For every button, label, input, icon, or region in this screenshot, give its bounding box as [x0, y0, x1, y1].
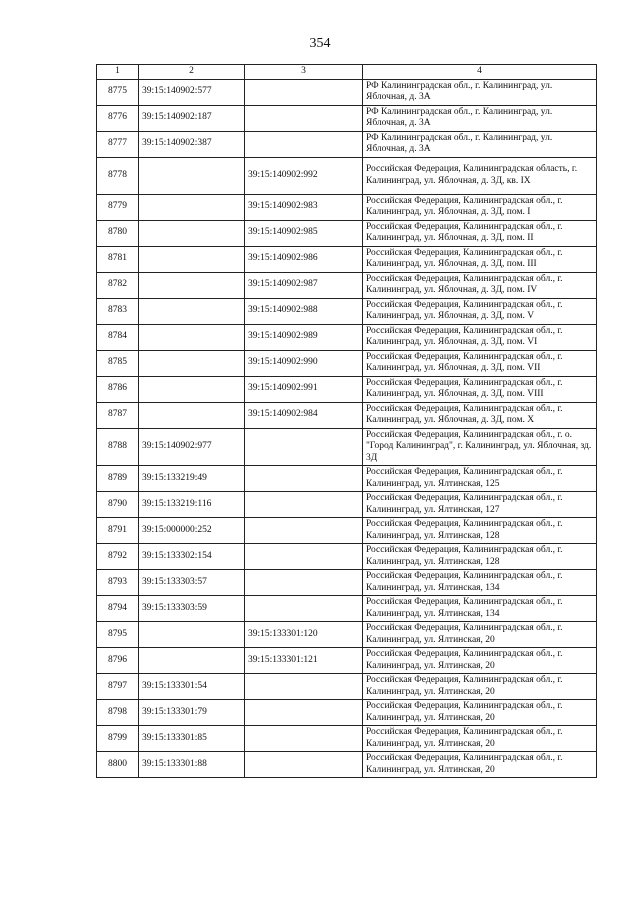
related-cadastral-number-cell [245, 544, 363, 570]
table-row [97, 272, 597, 298]
cadastral-number-cell [139, 298, 245, 324]
table-row [97, 466, 597, 492]
column-header-2: 2 [139, 65, 245, 80]
row-number-cell: 8775 [97, 79, 139, 105]
table-row [97, 220, 597, 246]
table-row [97, 131, 597, 157]
column-header-3: 3 [245, 65, 363, 80]
address-cell: РФ Калининградская обл., г. Калининград, ул. Яблочная, д. 3А [363, 79, 597, 105]
address-cell: РФ Калининградская обл., г. Калининград, ул. Яблочная, д. 3А [363, 105, 597, 131]
cadastral-number-cell: 39:15:133301:54 [139, 674, 245, 700]
related-cadastral-number-cell: 39:15:133301:121 [245, 648, 363, 674]
address-cell: Российская Федерация, Калининградская обл., г. Калининград, ул. Ялтинская, 20 [363, 674, 597, 700]
related-cadastral-number-cell: 39:15:140902:983 [245, 194, 363, 220]
address-cell: Российская Федерация, Калининградская обл., г. Калининград, ул. Ялтинская, 128 [363, 518, 597, 544]
table-row [97, 752, 597, 778]
cadastral-number-cell [139, 324, 245, 350]
cadastral-number-cell [139, 157, 245, 194]
cadastral-number-cell [139, 376, 245, 402]
related-cadastral-number-cell: 39:15:140902:987 [245, 272, 363, 298]
table-row [97, 376, 597, 402]
related-cadastral-number-cell [245, 466, 363, 492]
cadastral-number-cell [139, 194, 245, 220]
related-cadastral-number-cell [245, 79, 363, 105]
row-number-cell: 8786 [97, 376, 139, 402]
row-number-cell: 8797 [97, 674, 139, 700]
related-cadastral-number-cell: 39:15:133301:120 [245, 622, 363, 648]
cadastral-number-cell [139, 220, 245, 246]
cadastral-number-cell: 39:15:133301:79 [139, 700, 245, 726]
address-cell: Российская Федерация, Калининградская обл., г. Калининград, ул. Ялтинская, 20 [363, 726, 597, 752]
address-cell: Российская Федерация, Калининградская обл., г. Калининград, ул. Ялтинская, 20 [363, 622, 597, 648]
address-cell: Российская Федерация, Калининградская обл., г. Калининград, ул. Ялтинская, 125 [363, 466, 597, 492]
row-number-cell: 8800 [97, 752, 139, 778]
cadastral-number-cell: 39:15:133219:49 [139, 466, 245, 492]
address-cell: РФ Калининградская обл., г. Калининград, ул. Яблочная, д. 3А [363, 131, 597, 157]
row-number-cell: 8782 [97, 272, 139, 298]
table-row [97, 570, 597, 596]
table-row [97, 544, 597, 570]
row-number-cell: 8785 [97, 350, 139, 376]
address-cell: Российская Федерация, Калининградская обл., г. о. "Город Калининград", г. Калининград, ул. Яблочная, зд. 3Д [363, 428, 597, 466]
address-cell: Российская Федерация, Калининградская обл., г. Калининград, ул. Ялтинская, 128 [363, 544, 597, 570]
address-cell: Российская Федерация, Калининградская область, г. Калининград, ул. Яблочная, д. 3Д, кв. IX [363, 157, 597, 194]
address-cell: Российская Федерация, Калининградская обл., г. Калининград, ул. Яблочная, д. 3Д, пом. II [363, 220, 597, 246]
row-number-cell: 8788 [97, 428, 139, 466]
address-cell: Российская Федерация, Калининградская обл., г. Калининград, ул. Ялтинская, 20 [363, 752, 597, 778]
row-number-cell: 8776 [97, 105, 139, 131]
address-cell: Российская Федерация, Калининградская обл., г. Калининград, ул. Яблочная, д. 3Д, пом. VIII [363, 376, 597, 402]
table-row [97, 402, 597, 428]
address-cell: Российская Федерация, Калининградская обл., г. Калининград, ул. Ялтинская, 134 [363, 570, 597, 596]
registry-table [96, 64, 597, 778]
related-cadastral-number-cell [245, 570, 363, 596]
cadastral-number-cell: 39:15:000000:252 [139, 518, 245, 544]
row-number-cell: 8780 [97, 220, 139, 246]
table-row [97, 726, 597, 752]
related-cadastral-number-cell: 39:15:140902:986 [245, 246, 363, 272]
row-number-cell: 8781 [97, 246, 139, 272]
address-cell: Российская Федерация, Калининградская обл., г. Калининград, ул. Ялтинская, 127 [363, 492, 597, 518]
row-number-cell: 8792 [97, 544, 139, 570]
related-cadastral-number-cell: 39:15:140902:992 [245, 157, 363, 194]
table-row [97, 674, 597, 700]
column-header-4: 4 [363, 65, 597, 80]
address-cell: Российская Федерация, Калининградская обл., г. Калининград, ул. Яблочная, д. 3Д, пом. III [363, 246, 597, 272]
cadastral-number-cell: 39:15:133219:116 [139, 492, 245, 518]
table-row [97, 518, 597, 544]
related-cadastral-number-cell [245, 518, 363, 544]
row-number-cell: 8794 [97, 596, 139, 622]
cadastral-number-cell: 39:15:133301:88 [139, 752, 245, 778]
address-cell: Российская Федерация, Калининградская обл., г. Калининград, ул. Ялтинская, 134 [363, 596, 597, 622]
related-cadastral-number-cell: 39:15:140902:991 [245, 376, 363, 402]
cadastral-number-cell: 39:15:133301:85 [139, 726, 245, 752]
row-number-cell: 8790 [97, 492, 139, 518]
cadastral-number-cell: 39:15:140902:577 [139, 79, 245, 105]
cadastral-number-cell [139, 622, 245, 648]
cadastral-number-cell: 39:15:140902:187 [139, 105, 245, 131]
cadastral-number-cell: 39:15:133303:59 [139, 596, 245, 622]
table-row [97, 700, 597, 726]
row-number-cell: 8799 [97, 726, 139, 752]
row-number-cell: 8791 [97, 518, 139, 544]
row-number-cell: 8777 [97, 131, 139, 157]
table-row [97, 492, 597, 518]
related-cadastral-number-cell [245, 492, 363, 518]
address-cell: Российская Федерация, Калининградская обл., г. Калининград, ул. Яблочная, д. 3Д, пом. V [363, 298, 597, 324]
row-number-cell: 8778 [97, 157, 139, 194]
cadastral-number-cell [139, 350, 245, 376]
row-number-cell: 8783 [97, 298, 139, 324]
page-number: 354 [309, 36, 331, 51]
row-number-cell: 8784 [97, 324, 139, 350]
table-row [97, 428, 597, 466]
row-number-cell: 8793 [97, 570, 139, 596]
row-number-cell: 8798 [97, 700, 139, 726]
related-cadastral-number-cell [245, 726, 363, 752]
table-row [97, 157, 597, 194]
address-cell: Российская Федерация, Калининградская обл., г. Калининград, ул. Яблочная, д. 3Д, пом. VI [363, 324, 597, 350]
column-header-1: 1 [97, 65, 139, 80]
row-number-cell: 8779 [97, 194, 139, 220]
address-cell: Российская Федерация, Калининградская обл., г. Калининград, ул. Яблочная, д. 3Д, пом. I [363, 194, 597, 220]
table-row [97, 596, 597, 622]
header-row [97, 65, 597, 80]
related-cadastral-number-cell [245, 700, 363, 726]
table-row [97, 622, 597, 648]
related-cadastral-number-cell: 39:15:140902:989 [245, 324, 363, 350]
related-cadastral-number-cell [245, 596, 363, 622]
address-cell: Российская Федерация, Калининградская обл., г. Калининград, ул. Яблочная, д. 3Д, пом. X [363, 402, 597, 428]
related-cadastral-number-cell: 39:15:140902:984 [245, 402, 363, 428]
related-cadastral-number-cell [245, 428, 363, 466]
related-cadastral-number-cell [245, 105, 363, 131]
table-row [97, 324, 597, 350]
cadastral-number-cell [139, 402, 245, 428]
row-number-cell: 8789 [97, 466, 139, 492]
table-row [97, 79, 597, 105]
address-cell: Российская Федерация, Калининградская обл., г. Калининград, ул. Ялтинская, 20 [363, 700, 597, 726]
related-cadastral-number-cell [245, 752, 363, 778]
related-cadastral-number-cell: 39:15:140902:988 [245, 298, 363, 324]
cadastral-number-cell [139, 648, 245, 674]
row-number-cell: 8796 [97, 648, 139, 674]
address-cell: Российская Федерация, Калининградская обл., г. Калининград, ул. Яблочная, д. 3Д, пом. IV [363, 272, 597, 298]
related-cadastral-number-cell [245, 131, 363, 157]
table-row [97, 105, 597, 131]
row-number-cell: 8787 [97, 402, 139, 428]
related-cadastral-number-cell: 39:15:140902:985 [245, 220, 363, 246]
cadastral-number-cell: 39:15:140902:387 [139, 131, 245, 157]
table-row [97, 246, 597, 272]
related-cadastral-number-cell: 39:15:140902:990 [245, 350, 363, 376]
cadastral-number-cell: 39:15:140902:977 [139, 428, 245, 466]
table-row [97, 350, 597, 376]
table-row [97, 648, 597, 674]
cadastral-number-cell [139, 246, 245, 272]
cadastral-number-cell [139, 272, 245, 298]
table-body [97, 79, 597, 778]
related-cadastral-number-cell [245, 674, 363, 700]
cadastral-number-cell: 39:15:133302:154 [139, 544, 245, 570]
address-cell: Российская Федерация, Калининградская обл., г. Калининград, ул. Яблочная, д. 3Д, пом. VII [363, 350, 597, 376]
table-row [97, 194, 597, 220]
cadastral-number-cell: 39:15:133303:57 [139, 570, 245, 596]
row-number-cell: 8795 [97, 622, 139, 648]
address-cell: Российская Федерация, Калининградская обл., г. Калининград, ул. Ялтинская, 20 [363, 648, 597, 674]
table-row [97, 298, 597, 324]
